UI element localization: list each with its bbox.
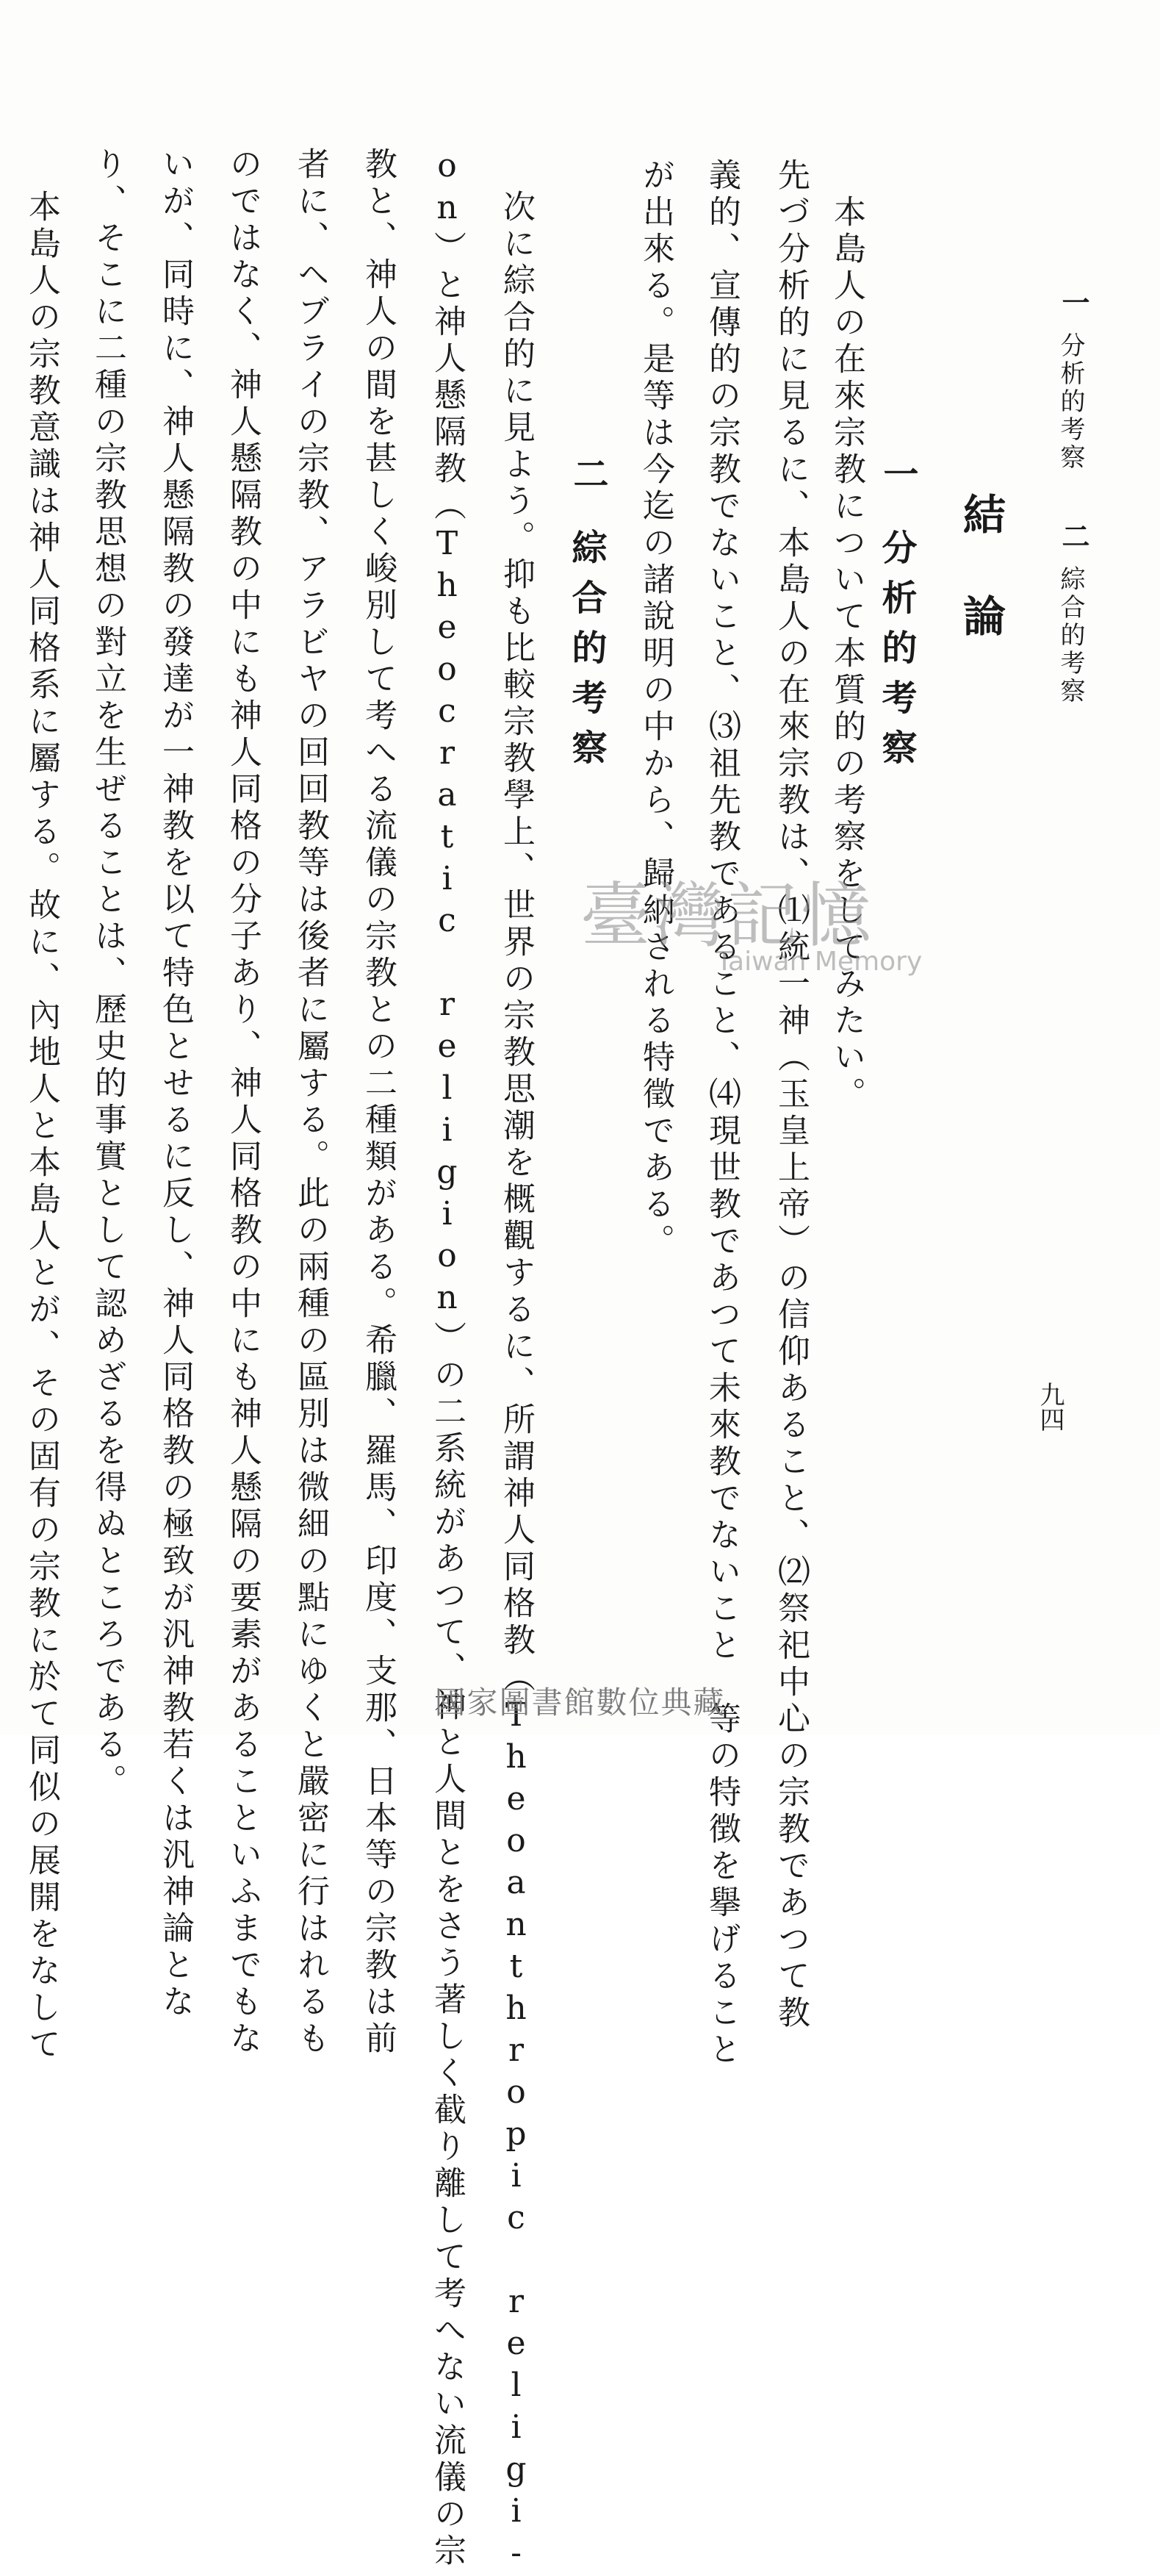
section2-heading: 綜合的考察: [566, 529, 607, 779]
header-section-one: 分析的考察: [1056, 332, 1085, 472]
watermark-english: Taiwan Memory: [716, 947, 923, 977]
section2-line-5: のではなく、神人懸隔教の中にも神人同格の分子あり、神人同格教の中にも神人懸隔の要素があることいふまでもな: [224, 147, 262, 2058]
section2-line-7: り、そこに二種の宗教思想の對立を生ぜることは、歷史的事實として認めざるを得ぬところである。: [89, 147, 126, 1801]
section1-number: 一: [877, 456, 918, 506]
section2-line-3: 教と、神人の間を甚しく峻別して考へる流儀の宗教との二種類がある。希臘、羅馬、印度、支那、日本等の宗教は前: [359, 147, 397, 2058]
section2-line-4: 者に、ヘブライの宗教、アラビヤの回回教等は後者に屬する。此の兩種の區別は微細の點にゆくと嚴密に行はれるも: [292, 147, 329, 2058]
header-section-two: 綜合的考察: [1056, 566, 1085, 706]
taiwan-memory-watermark: [580, 860, 933, 985]
section2-line-1: 次に綜合的に見よう。抑も比較宗教學上、世界の宗教思潮を概觀するに、所謂神人同格教（Theoanthropic religi-: [497, 190, 535, 2576]
header-section-two-mark: 二: [1057, 522, 1090, 550]
watermark-chinese: 臺灣記憶: [580, 875, 874, 957]
page-number: 九四: [1035, 1382, 1064, 1432]
section2-line-2: on）と神人懸隔教（Theocratic religion）の二系統があつて、神と人間とをさう著しく截り離して考へない流儀の宗: [428, 147, 466, 2570]
section1-line-1: 本島人の在來宗教について本質的の考察をしてみたい。: [828, 195, 865, 1113]
chapter-title: 結論: [956, 492, 1006, 695]
section2-line-6: いが、同時に、神人懸隔教の發達が一神教を以て特色とせるに反し、神人同格教の極致が汎神教若くは汎神論とな: [156, 147, 194, 2021]
section1-heading: 分析的考察: [876, 529, 917, 779]
header-section-one-mark: 一: [1057, 288, 1090, 316]
section2-line-8: 本島人の宗教意識は神人同格系に屬する。故に、內地人と本島人とが、その固有の宗教に於て同似の展開をなして: [23, 190, 60, 2064]
section1-line-3: 義的、宣傳的の宗教でないこと、⑶祖先教であること、⑷現世教であつて未來教でないこと 等の特徴を擧げること: [703, 158, 741, 2069]
section1-line-2: 先づ分析的に見るに、本島人の在來宗教は、⑴統一神（玉皇上帝）の信仰あること、⑵祭祀中心の宗教であつて教: [772, 158, 810, 2032]
section2-number: 二: [567, 456, 608, 506]
section1-line-4: が出來る。是等は今迄の諸說明の中から、歸納される特徵である。: [637, 158, 674, 1260]
footer-library-credit: 國家圖書館數位典藏: [434, 1685, 726, 1721]
